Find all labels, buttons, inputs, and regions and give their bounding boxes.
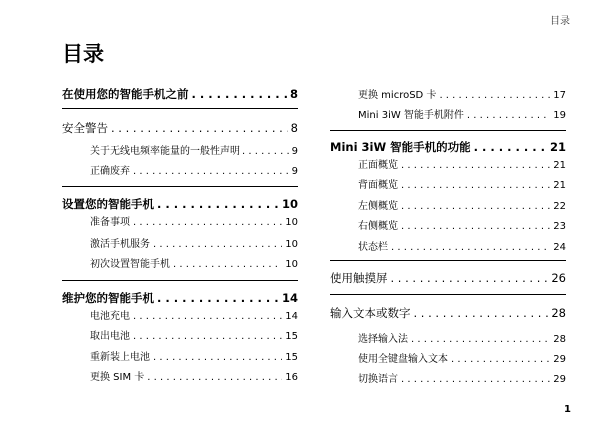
page-number: 1 bbox=[564, 404, 571, 415]
toc-entry-label: 准备事项 bbox=[90, 217, 130, 228]
toc-entry-safety[interactable] bbox=[62, 120, 298, 136]
dot-leader bbox=[474, 140, 547, 154]
toc-entry-page: 16 bbox=[285, 372, 298, 383]
toc-entry-page: 22 bbox=[553, 201, 566, 212]
toc-subentry-full-keyboard[interactable] bbox=[358, 350, 566, 365]
dot-leader bbox=[133, 311, 282, 322]
toc-entry-page: 10 bbox=[285, 239, 298, 250]
section-divider bbox=[62, 108, 298, 109]
toc-entry-label: 切换语言 bbox=[358, 374, 398, 385]
toc-entry-label: 选择输入法 bbox=[358, 334, 408, 345]
section-divider bbox=[62, 280, 298, 281]
toc-entry-page: 15 bbox=[285, 352, 298, 363]
toc-subentry-reinstall-battery[interactable] bbox=[90, 348, 298, 363]
toc-subentry-charge-battery[interactable] bbox=[90, 307, 298, 322]
toc-entry-page: 10 bbox=[285, 217, 298, 228]
toc-subentry-initial-setup[interactable] bbox=[90, 255, 298, 270]
toc-subentry-right-view[interactable] bbox=[358, 217, 566, 232]
dot-leader bbox=[391, 242, 550, 253]
toc-entry-page: 8 bbox=[289, 87, 298, 101]
toc-entry-label: Mini 3iW 智能手机的功能 bbox=[330, 140, 471, 154]
toc-entry-label: 正面概览 bbox=[358, 160, 398, 171]
toc-entry-label: Mini 3iW 智能手机附件 bbox=[358, 110, 464, 121]
toc-entry-page: 24 bbox=[553, 242, 566, 253]
dot-leader bbox=[133, 166, 289, 177]
toc-subentry-replace-microsd[interactable] bbox=[358, 86, 566, 101]
dot-leader bbox=[147, 372, 282, 383]
section-divider bbox=[330, 130, 566, 131]
toc-subentry-input-method[interactable] bbox=[358, 330, 566, 345]
toc-entry-label: 电池充电 bbox=[90, 311, 130, 322]
dot-leader bbox=[401, 201, 550, 212]
dot-leader bbox=[401, 221, 550, 232]
toc-entry-page: 26 bbox=[551, 271, 566, 285]
toc-subentry-accessories[interactable] bbox=[358, 106, 566, 121]
toc-entry-page: 29 bbox=[553, 374, 566, 385]
toc-entry-page: 28 bbox=[551, 306, 566, 320]
toc-subentry-preparation[interactable] bbox=[90, 213, 298, 228]
toc-entry-label: 激活手机服务 bbox=[90, 239, 150, 250]
toc-entry-label: 输入文本或数字 bbox=[330, 306, 411, 320]
toc-entry-label: 更换 SIM 卡 bbox=[90, 372, 145, 383]
dot-leader bbox=[401, 374, 550, 385]
toc-subentry-disposal[interactable] bbox=[90, 162, 298, 177]
dot-leader bbox=[173, 259, 282, 270]
toc-entry-label: 左侧概览 bbox=[358, 201, 398, 212]
dot-leader bbox=[391, 271, 549, 285]
dot-leader bbox=[401, 160, 550, 171]
running-header: 目录 bbox=[550, 16, 570, 27]
toc-entry-label: 关于无线电频率能量的一般性声明 bbox=[90, 146, 240, 157]
dot-leader bbox=[153, 239, 282, 250]
dot-leader bbox=[401, 180, 550, 191]
toc-entry-page: 15 bbox=[285, 331, 298, 342]
dot-leader bbox=[157, 291, 279, 305]
toc-entry-label: 背面概览 bbox=[358, 180, 398, 191]
toc-entry-label: 重新装上电池 bbox=[90, 352, 150, 363]
section-divider bbox=[62, 186, 298, 187]
dot-leader bbox=[411, 334, 550, 345]
toc-entry-touchscreen[interactable] bbox=[330, 270, 566, 286]
toc-entry-label: 初次设置智能手机 bbox=[90, 259, 170, 270]
toc-entry-page: 29 bbox=[553, 354, 566, 365]
toc-subentry-status-bar[interactable] bbox=[358, 238, 566, 253]
toc-entry-page: 9 bbox=[291, 146, 298, 157]
dot-leader bbox=[414, 306, 549, 320]
toc-entry-page: 21 bbox=[553, 160, 566, 171]
toc-subentry-remove-battery[interactable] bbox=[90, 327, 298, 342]
toc-entry-setup[interactable] bbox=[62, 196, 298, 212]
dot-leader bbox=[157, 197, 279, 211]
toc-entry-page: 14 bbox=[285, 311, 298, 322]
toc-subentry-front-view[interactable] bbox=[358, 156, 566, 171]
page-title: 目录 bbox=[62, 42, 104, 66]
toc-entry-page: 10 bbox=[285, 259, 298, 270]
toc-entry-label: 设置您的智能手机 bbox=[62, 197, 154, 211]
toc-subentry-switch-language[interactable] bbox=[358, 370, 566, 385]
toc-entry-label: 使用全键盘输入文本 bbox=[358, 354, 448, 365]
toc-entry-label: 状态栏 bbox=[358, 242, 388, 253]
toc-entry-page: 21 bbox=[553, 180, 566, 191]
toc-entry-before-use[interactable] bbox=[62, 86, 298, 102]
toc-entry-label: 正确废弃 bbox=[90, 166, 130, 177]
toc-subentry-left-view[interactable] bbox=[358, 197, 566, 212]
toc-entry-label: 在使用您的智能手机之前 bbox=[62, 87, 189, 101]
dot-leader bbox=[133, 217, 282, 228]
toc-entry-label: 维护您的智能手机 bbox=[62, 291, 154, 305]
dot-leader bbox=[242, 146, 290, 157]
toc-entry-page: 23 bbox=[553, 221, 566, 232]
section-divider bbox=[330, 260, 566, 261]
toc-entry-label: 右侧概览 bbox=[358, 221, 398, 232]
toc-subentry-replace-sim[interactable] bbox=[90, 368, 298, 383]
toc-entry-page: 8 bbox=[290, 121, 298, 135]
toc-entry-page: 28 bbox=[553, 334, 566, 345]
section-divider bbox=[330, 294, 566, 295]
toc-entry-page: 10 bbox=[281, 197, 298, 211]
dot-leader bbox=[467, 110, 550, 121]
toc-entry-page: 21 bbox=[549, 140, 566, 154]
toc-entry-page: 17 bbox=[553, 90, 566, 101]
dot-leader bbox=[133, 331, 282, 342]
dot-leader bbox=[192, 87, 287, 101]
toc-entry-page: 14 bbox=[281, 291, 298, 305]
dot-leader bbox=[439, 90, 550, 101]
toc-entry-page: 9 bbox=[291, 166, 298, 177]
toc-entry-page: 19 bbox=[553, 110, 566, 121]
toc-entry-label: 取出电池 bbox=[90, 331, 130, 342]
toc-entry-text-input[interactable] bbox=[330, 305, 566, 321]
dot-leader bbox=[451, 354, 550, 365]
toc-entry-maintenance[interactable] bbox=[62, 290, 298, 306]
dot-leader bbox=[153, 352, 282, 363]
toc-subentry-rf-statement[interactable] bbox=[90, 142, 298, 157]
toc-entry-label: 使用触摸屏 bbox=[330, 271, 388, 285]
toc-entry-label: 安全警告 bbox=[62, 121, 108, 135]
toc-entry-features[interactable] bbox=[330, 139, 566, 155]
dot-leader bbox=[111, 121, 288, 135]
toc-subentry-back-view[interactable] bbox=[358, 176, 566, 191]
toc-entry-label: 更换 microSD 卡 bbox=[358, 90, 437, 101]
toc-subentry-activate-service[interactable] bbox=[90, 235, 298, 250]
